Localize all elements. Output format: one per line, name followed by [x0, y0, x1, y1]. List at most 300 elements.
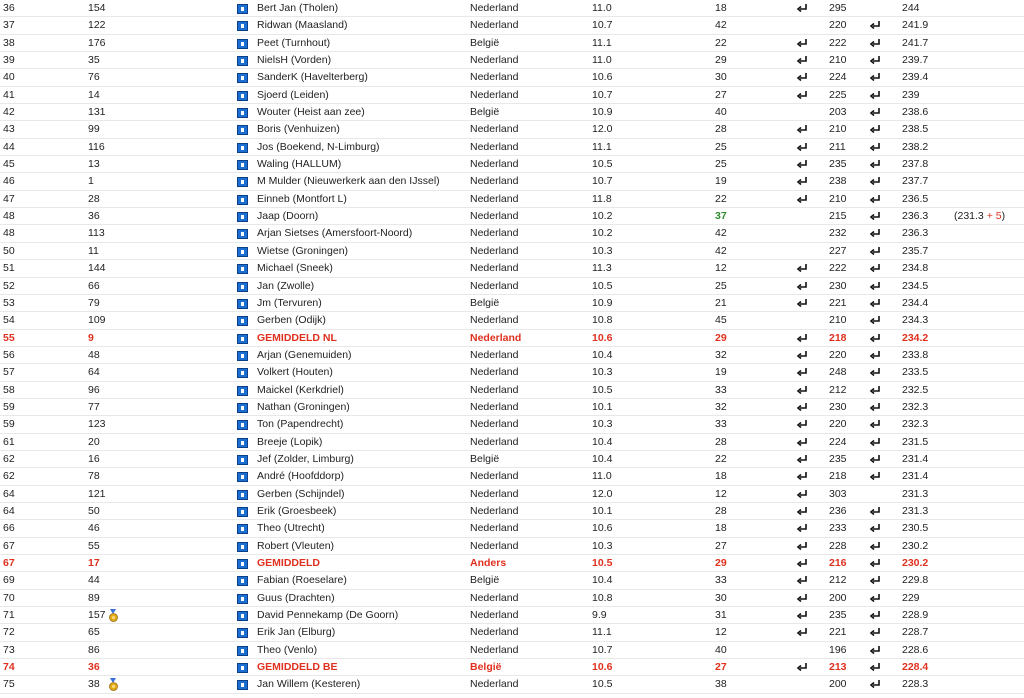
player-name[interactable]: Wouter (Heist aan zee) [257, 106, 365, 119]
player-icon[interactable] [237, 264, 248, 274]
player-name[interactable]: GEMIDDELD [257, 557, 320, 569]
value-cell: 200 [829, 678, 847, 691]
value-cell: 10.3 [592, 418, 613, 431]
table-row [0, 382, 1024, 399]
player-name[interactable]: Erik (Groesbeek) [257, 504, 337, 517]
player-icon[interactable] [237, 576, 248, 586]
return-arrow-icon[interactable] [869, 436, 882, 449]
value-cell: 224 [829, 71, 847, 84]
number-cell: 76 [88, 71, 100, 84]
number-cell: 48 [88, 348, 100, 361]
player-icon[interactable] [237, 368, 248, 378]
table-row [0, 191, 1024, 208]
player-name[interactable]: Jaap (Doorn) [257, 210, 319, 223]
value-cell: 232 [829, 227, 847, 240]
player-icon[interactable] [237, 56, 248, 66]
return-arrow-icon[interactable] [869, 366, 882, 379]
return-arrow-icon[interactable] [796, 332, 809, 345]
table-row [0, 434, 1024, 451]
value-cell: 210 [829, 123, 847, 136]
score-breakdown [954, 208, 1005, 225]
return-arrow-icon[interactable] [796, 453, 809, 466]
value-cell: 228 [829, 539, 847, 552]
value-cell: 224 [829, 435, 847, 448]
country-cell: België [470, 106, 500, 119]
player-name[interactable]: Erik Jan (Elburg) [257, 626, 336, 639]
table-row [0, 52, 1024, 69]
table-row [0, 676, 1024, 693]
value-cell: 203 [829, 106, 847, 119]
player-icon[interactable] [237, 282, 248, 292]
player-name[interactable]: Nathan (Groningen) [257, 400, 350, 413]
value-cell: 19 [715, 175, 727, 188]
score-cell: 230.2 [902, 539, 929, 552]
player-icon[interactable] [237, 143, 248, 153]
rank-cell: 37 [3, 19, 15, 32]
value-cell: 10.1 [592, 504, 613, 517]
table-row [0, 659, 1024, 676]
value-cell: 210 [829, 54, 847, 67]
value-cell: 200 [829, 591, 847, 604]
rank-cell: 53 [3, 296, 15, 309]
return-arrow-icon[interactable] [796, 297, 809, 310]
player-name[interactable]: M Mulder (Nieuwerkerk aan den IJssel) [257, 175, 440, 188]
return-arrow-icon[interactable] [796, 2, 809, 15]
return-arrow-icon[interactable] [869, 557, 882, 570]
number-cell: 89 [88, 591, 100, 604]
return-arrow-icon[interactable] [869, 89, 882, 102]
player-icon[interactable] [237, 455, 248, 465]
player-icon[interactable] [237, 39, 248, 49]
value-cell: 222 [829, 262, 847, 275]
player-name[interactable]: Jm (Tervuren) [257, 296, 322, 309]
player-icon[interactable] [237, 524, 248, 534]
rank-cell: 39 [3, 54, 15, 67]
rank-cell: 36 [3, 2, 15, 14]
table-row [0, 278, 1024, 295]
player-name[interactable]: Einneb (Montfort L) [257, 192, 347, 205]
return-arrow-icon[interactable] [796, 470, 809, 483]
rank-cell: 74 [3, 661, 15, 674]
return-arrow-icon[interactable] [869, 227, 882, 240]
return-arrow-icon[interactable] [869, 193, 882, 206]
player-icon[interactable] [237, 21, 248, 31]
player-icon[interactable] [237, 351, 248, 361]
return-arrow-icon[interactable] [869, 332, 882, 345]
player-name[interactable]: Jos (Boekend, N-Limburg) [257, 140, 380, 153]
return-arrow-icon[interactable] [869, 280, 882, 293]
return-arrow-icon[interactable] [869, 262, 882, 275]
score-cell: 238.5 [902, 123, 929, 136]
table-row [0, 590, 1024, 607]
table-row [0, 364, 1024, 381]
country-cell: Nederland [470, 643, 519, 656]
return-arrow-icon[interactable] [869, 470, 882, 483]
player-icon[interactable] [237, 177, 248, 187]
number-cell: 50 [88, 504, 100, 517]
value-cell: 212 [829, 574, 847, 587]
return-arrow-icon[interactable] [869, 644, 882, 657]
player-name[interactable]: Arjan (Genemuiden) [257, 348, 352, 361]
score-cell: 241.9 [902, 19, 929, 32]
return-arrow-icon[interactable] [796, 661, 809, 674]
value-cell: 10.7 [592, 19, 613, 32]
value-cell: 236 [829, 504, 847, 517]
player-icon[interactable] [237, 559, 248, 569]
value-cell: 32 [715, 400, 727, 413]
return-arrow-icon[interactable] [796, 262, 809, 275]
score-cell: 239.4 [902, 71, 929, 84]
value-cell: 27 [715, 539, 727, 552]
player-icon[interactable] [237, 247, 248, 257]
value-cell: 30 [715, 71, 727, 84]
player-name[interactable]: Jan (Zwolle) [257, 279, 315, 292]
player-name[interactable]: André (Hoofddorp) [257, 470, 344, 483]
number-cell: 86 [88, 643, 100, 656]
value-cell: 210 [829, 314, 847, 327]
score-cell: 231.4 [902, 470, 929, 483]
player-name[interactable]: Breeje (Lopik) [257, 435, 323, 448]
player-name[interactable]: Jan Willem (Kesteren) [257, 678, 361, 691]
player-icon[interactable] [237, 212, 248, 222]
player-name[interactable]: GEMIDDELD BE [257, 661, 338, 674]
rank-cell: 69 [3, 574, 15, 587]
country-cell: Nederland [470, 262, 519, 275]
score-cell: 229.8 [902, 574, 929, 587]
return-arrow-icon[interactable] [869, 210, 882, 223]
country-cell: Nederland [470, 539, 519, 552]
table-row [0, 399, 1024, 416]
return-arrow-icon[interactable] [869, 540, 882, 553]
player-icon[interactable] [237, 663, 248, 673]
value-cell: 11.0 [592, 2, 612, 14]
return-arrow-icon[interactable] [869, 19, 882, 32]
value-cell: 28 [715, 504, 727, 517]
rank-cell: 61 [3, 435, 15, 448]
player-icon[interactable] [237, 611, 248, 621]
value-cell: 42 [715, 244, 727, 257]
return-arrow-icon[interactable] [869, 141, 882, 154]
return-arrow-icon[interactable] [869, 384, 882, 397]
player-icon[interactable] [237, 4, 248, 14]
return-arrow-icon[interactable] [796, 592, 809, 605]
table-row [0, 486, 1024, 503]
return-arrow-icon[interactable] [869, 314, 882, 327]
return-arrow-icon[interactable] [796, 626, 809, 639]
return-arrow-icon[interactable] [869, 349, 882, 362]
rank-cell: 57 [3, 366, 15, 379]
player-icon[interactable] [237, 334, 248, 344]
table-row [0, 69, 1024, 86]
country-cell: Nederland [470, 487, 519, 500]
return-arrow-icon[interactable] [869, 453, 882, 466]
player-name[interactable]: Peet (Turnhout) [257, 36, 331, 49]
player-name[interactable]: Sjoerd (Leiden) [257, 88, 329, 101]
country-cell: Nederland [470, 678, 519, 691]
player-name[interactable]: Theo (Utrecht) [257, 522, 325, 535]
player-name[interactable]: Gerben (Schijndel) [257, 487, 345, 500]
value-cell: 30 [715, 591, 727, 604]
player-icon[interactable] [237, 160, 248, 170]
country-cell: België [470, 296, 500, 309]
return-arrow-icon[interactable] [869, 37, 882, 50]
value-cell: 10.9 [592, 106, 613, 119]
return-arrow-icon[interactable] [869, 574, 882, 587]
player-icon[interactable] [237, 316, 248, 326]
player-icon[interactable] [237, 628, 248, 638]
value-cell: 210 [829, 192, 847, 205]
return-arrow-icon[interactable] [796, 71, 809, 84]
player-name[interactable]: David Pennekamp (De Goorn) [257, 609, 399, 622]
player-icon[interactable] [237, 438, 248, 448]
value-cell: 10.4 [592, 435, 613, 448]
return-arrow-icon[interactable] [869, 123, 882, 136]
country-cell: Nederland [470, 609, 519, 622]
return-arrow-icon[interactable] [796, 436, 809, 449]
score-cell: 231.3 [902, 487, 929, 500]
score-cell: 235.7 [902, 244, 929, 257]
value-cell: 9.9 [592, 609, 607, 622]
value-cell: 227 [829, 244, 847, 257]
return-arrow-icon[interactable] [796, 384, 809, 397]
player-icon[interactable] [237, 125, 248, 135]
rank-cell: 40 [3, 71, 15, 84]
return-arrow-icon[interactable] [796, 609, 809, 622]
player-icon[interactable] [237, 108, 248, 118]
value-cell: 11.1 [592, 626, 612, 639]
return-arrow-icon[interactable] [796, 54, 809, 67]
return-arrow-icon[interactable] [869, 401, 882, 414]
value-cell: 12.0 [592, 487, 613, 500]
value-cell: 11.8 [592, 192, 612, 205]
return-arrow-icon[interactable] [869, 54, 882, 67]
player-name[interactable]: Maickel (Kerkdriel) [257, 383, 344, 396]
return-arrow-icon[interactable] [869, 71, 882, 84]
return-arrow-icon[interactable] [796, 349, 809, 362]
player-name[interactable]: Volkert (Houten) [257, 366, 333, 379]
rank-cell: 54 [3, 314, 15, 327]
table-row [0, 173, 1024, 190]
player-icon[interactable] [237, 229, 248, 239]
value-cell: 10.2 [592, 227, 613, 240]
breakdown-close: ) [1001, 210, 1006, 223]
number-cell: 96 [88, 383, 100, 396]
table-row [0, 87, 1024, 104]
number-cell: 176 [88, 36, 106, 49]
value-cell: 29 [715, 54, 727, 67]
country-cell: Nederland [470, 88, 519, 101]
score-cell: 238.6 [902, 106, 929, 119]
return-arrow-icon[interactable] [869, 626, 882, 639]
player-name[interactable]: Wietse (Groningen) [257, 244, 349, 257]
number-cell: 14 [88, 88, 100, 101]
player-name[interactable]: Guus (Drachten) [257, 591, 335, 604]
value-cell: 32 [715, 348, 727, 361]
return-arrow-icon[interactable] [796, 488, 809, 501]
return-arrow-icon[interactable] [869, 175, 882, 188]
player-name[interactable]: Jef (Zolder, Limburg) [257, 452, 354, 465]
player-name[interactable]: Ridwan (Maasland) [257, 19, 348, 32]
return-arrow-icon[interactable] [796, 280, 809, 293]
country-cell: Nederland [470, 383, 519, 396]
table-row [0, 35, 1024, 52]
value-cell: 18 [715, 470, 727, 483]
value-cell: 213 [829, 661, 847, 674]
value-cell: 38 [715, 678, 727, 691]
country-cell: België [470, 661, 502, 674]
return-arrow-icon[interactable] [869, 522, 882, 535]
player-icon[interactable] [237, 299, 248, 309]
score-cell: 234.2 [902, 331, 929, 344]
player-name[interactable]: Fabian (Roeselare) [257, 574, 347, 587]
value-cell: 10.5 [592, 557, 613, 569]
value-cell: 218 [829, 331, 847, 344]
return-arrow-icon[interactable] [796, 418, 809, 431]
score-cell: 232.5 [902, 383, 929, 396]
player-name[interactable]: Robert (Vleuten) [257, 539, 335, 552]
country-cell: Nederland [470, 314, 519, 327]
score-cell: 228.3 [902, 678, 929, 691]
table-row [0, 451, 1024, 468]
value-cell: 28 [715, 435, 727, 448]
return-arrow-icon[interactable] [796, 401, 809, 414]
country-cell: Nederland [470, 192, 519, 205]
return-arrow-icon[interactable] [796, 366, 809, 379]
player-name[interactable]: Bert Jan (Tholen) [257, 2, 339, 14]
return-arrow-icon[interactable] [796, 505, 809, 518]
country-cell: Nederland [470, 366, 519, 379]
value-cell: 10.3 [592, 366, 613, 379]
rank-cell: 67 [3, 557, 15, 569]
player-icon[interactable] [237, 420, 248, 430]
medal-icon [108, 678, 119, 691]
return-arrow-icon[interactable] [796, 141, 809, 154]
return-arrow-icon[interactable] [796, 557, 809, 570]
country-cell: Nederland [470, 123, 519, 136]
player-icon[interactable] [237, 472, 248, 482]
value-cell: 40 [715, 643, 727, 656]
player-name[interactable]: Arjan Sietses (Amersfoort-Noord) [257, 227, 413, 240]
value-cell: 22 [715, 192, 727, 205]
player-name[interactable]: SanderK (Havelterberg) [257, 71, 368, 84]
return-arrow-icon[interactable] [796, 89, 809, 102]
player-icon[interactable] [237, 490, 248, 500]
table-row [0, 624, 1024, 641]
country-cell: Nederland [470, 244, 519, 257]
player-icon[interactable] [237, 507, 248, 517]
country-cell: Nederland [470, 626, 519, 639]
value-cell: 230 [829, 400, 847, 413]
value-cell: 45 [715, 314, 727, 327]
player-name[interactable]: Theo (Venlo) [257, 643, 318, 656]
score-cell: 239 [902, 88, 920, 101]
value-cell: 22 [715, 36, 727, 49]
rank-cell: 75 [3, 678, 15, 691]
return-arrow-icon[interactable] [869, 609, 882, 622]
value-cell: 10.8 [592, 591, 613, 604]
return-arrow-icon[interactable] [869, 158, 882, 171]
return-arrow-icon[interactable] [869, 661, 882, 674]
player-name[interactable]: Waling (HALLUM) [257, 158, 342, 171]
rank-cell: 73 [3, 643, 15, 656]
return-arrow-icon[interactable] [796, 540, 809, 553]
return-arrow-icon[interactable] [796, 193, 809, 206]
value-cell: 10.7 [592, 175, 613, 188]
number-cell: 36 [88, 210, 100, 223]
value-cell: 230 [829, 279, 847, 292]
value-cell: 33 [715, 574, 727, 587]
player-name[interactable]: Ton (Papendrecht) [257, 418, 344, 431]
value-cell: 10.2 [592, 210, 613, 223]
return-arrow-icon[interactable] [869, 418, 882, 431]
return-arrow-icon[interactable] [869, 297, 882, 310]
player-name[interactable]: Michael (Sneek) [257, 262, 333, 275]
player-icon[interactable] [237, 91, 248, 101]
score-cell: 241.7 [902, 36, 929, 49]
number-cell: 121 [88, 487, 106, 500]
return-arrow-icon[interactable] [796, 123, 809, 136]
rank-cell: 48 [3, 210, 15, 223]
player-icon[interactable] [237, 646, 248, 656]
number-cell: 44 [88, 574, 100, 587]
rank-cell: 72 [3, 626, 15, 639]
rank-cell: 45 [3, 158, 15, 171]
rank-cell: 42 [3, 106, 15, 119]
player-icon[interactable] [237, 542, 248, 552]
value-cell: 18 [715, 522, 727, 535]
table-row [0, 555, 1024, 572]
return-arrow-icon[interactable] [869, 505, 882, 518]
value-cell: 216 [829, 557, 847, 569]
score-cell: 238.2 [902, 140, 929, 153]
table-row [0, 538, 1024, 555]
table-row [0, 139, 1024, 156]
return-arrow-icon[interactable] [796, 158, 809, 171]
player-icon[interactable] [237, 73, 248, 83]
return-arrow-icon[interactable] [796, 175, 809, 188]
player-icon[interactable] [237, 680, 248, 690]
number-cell: 109 [88, 314, 106, 327]
return-arrow-icon[interactable] [796, 37, 809, 50]
country-cell: Nederland [470, 331, 522, 344]
player-icon[interactable] [237, 594, 248, 604]
country-cell: Nederland [470, 54, 519, 67]
return-arrow-icon[interactable] [869, 245, 882, 258]
return-arrow-icon[interactable] [796, 522, 809, 535]
player-name[interactable]: Boris (Venhuizen) [257, 123, 340, 136]
score-cell: 233.5 [902, 366, 929, 379]
number-cell: 77 [88, 400, 100, 413]
value-cell: 10.9 [592, 296, 613, 309]
return-arrow-icon[interactable] [869, 592, 882, 605]
player-icon[interactable] [237, 386, 248, 396]
return-arrow-icon[interactable] [796, 574, 809, 587]
player-name[interactable]: Gerben (Odijk) [257, 314, 326, 327]
player-name[interactable]: NielsH (Vorden) [257, 54, 332, 67]
player-icon[interactable] [237, 403, 248, 413]
return-arrow-icon[interactable] [869, 678, 882, 691]
value-cell: 10.6 [592, 71, 613, 84]
medal-icon [108, 609, 119, 622]
value-cell: 29 [715, 557, 727, 569]
return-arrow-icon[interactable] [869, 106, 882, 119]
value-cell: 10.4 [592, 452, 613, 465]
player-icon[interactable] [237, 195, 248, 205]
rank-cell: 47 [3, 192, 15, 205]
country-cell: Nederland [470, 227, 519, 240]
player-name[interactable]: GEMIDDELD NL [257, 331, 337, 344]
number-cell: 116 [88, 140, 105, 153]
